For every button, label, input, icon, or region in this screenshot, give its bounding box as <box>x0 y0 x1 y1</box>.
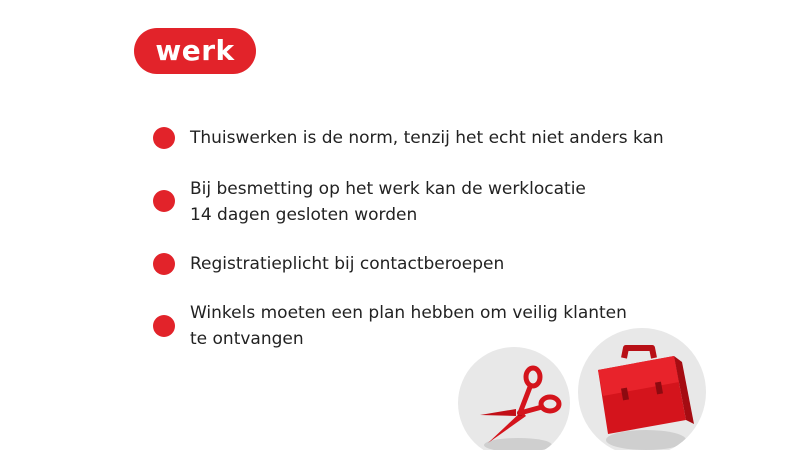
briefcase-icon <box>578 328 706 450</box>
section-title-pill: werk <box>134 28 256 74</box>
bullet-dot <box>153 127 175 149</box>
bullet-text-1 <box>190 125 710 151</box>
bullet-line: Winkels moeten een plan hebben om veilig klanten <box>190 303 627 323</box>
briefcase-illustration <box>578 328 706 450</box>
bullet-line: te ontvangen <box>190 329 304 349</box>
bullet-text-3 <box>190 251 710 277</box>
bullet-text-2 <box>190 176 710 228</box>
bullet-dot <box>153 190 175 212</box>
scissors-illustration <box>458 347 570 450</box>
bullet-line: Bij besmetting op het werk kan de werklocatie <box>190 179 586 199</box>
bullet-line: Registratieplicht bij contactberoepen <box>190 254 505 274</box>
bullet-dot <box>153 253 175 275</box>
bullet-line: Thuiswerken is de norm, tenzij het echt niet anders kan <box>190 128 664 148</box>
bullet-line: 14 dagen gesloten worden <box>190 205 418 225</box>
bullet-dot <box>153 315 175 337</box>
scissors-icon <box>458 347 570 450</box>
